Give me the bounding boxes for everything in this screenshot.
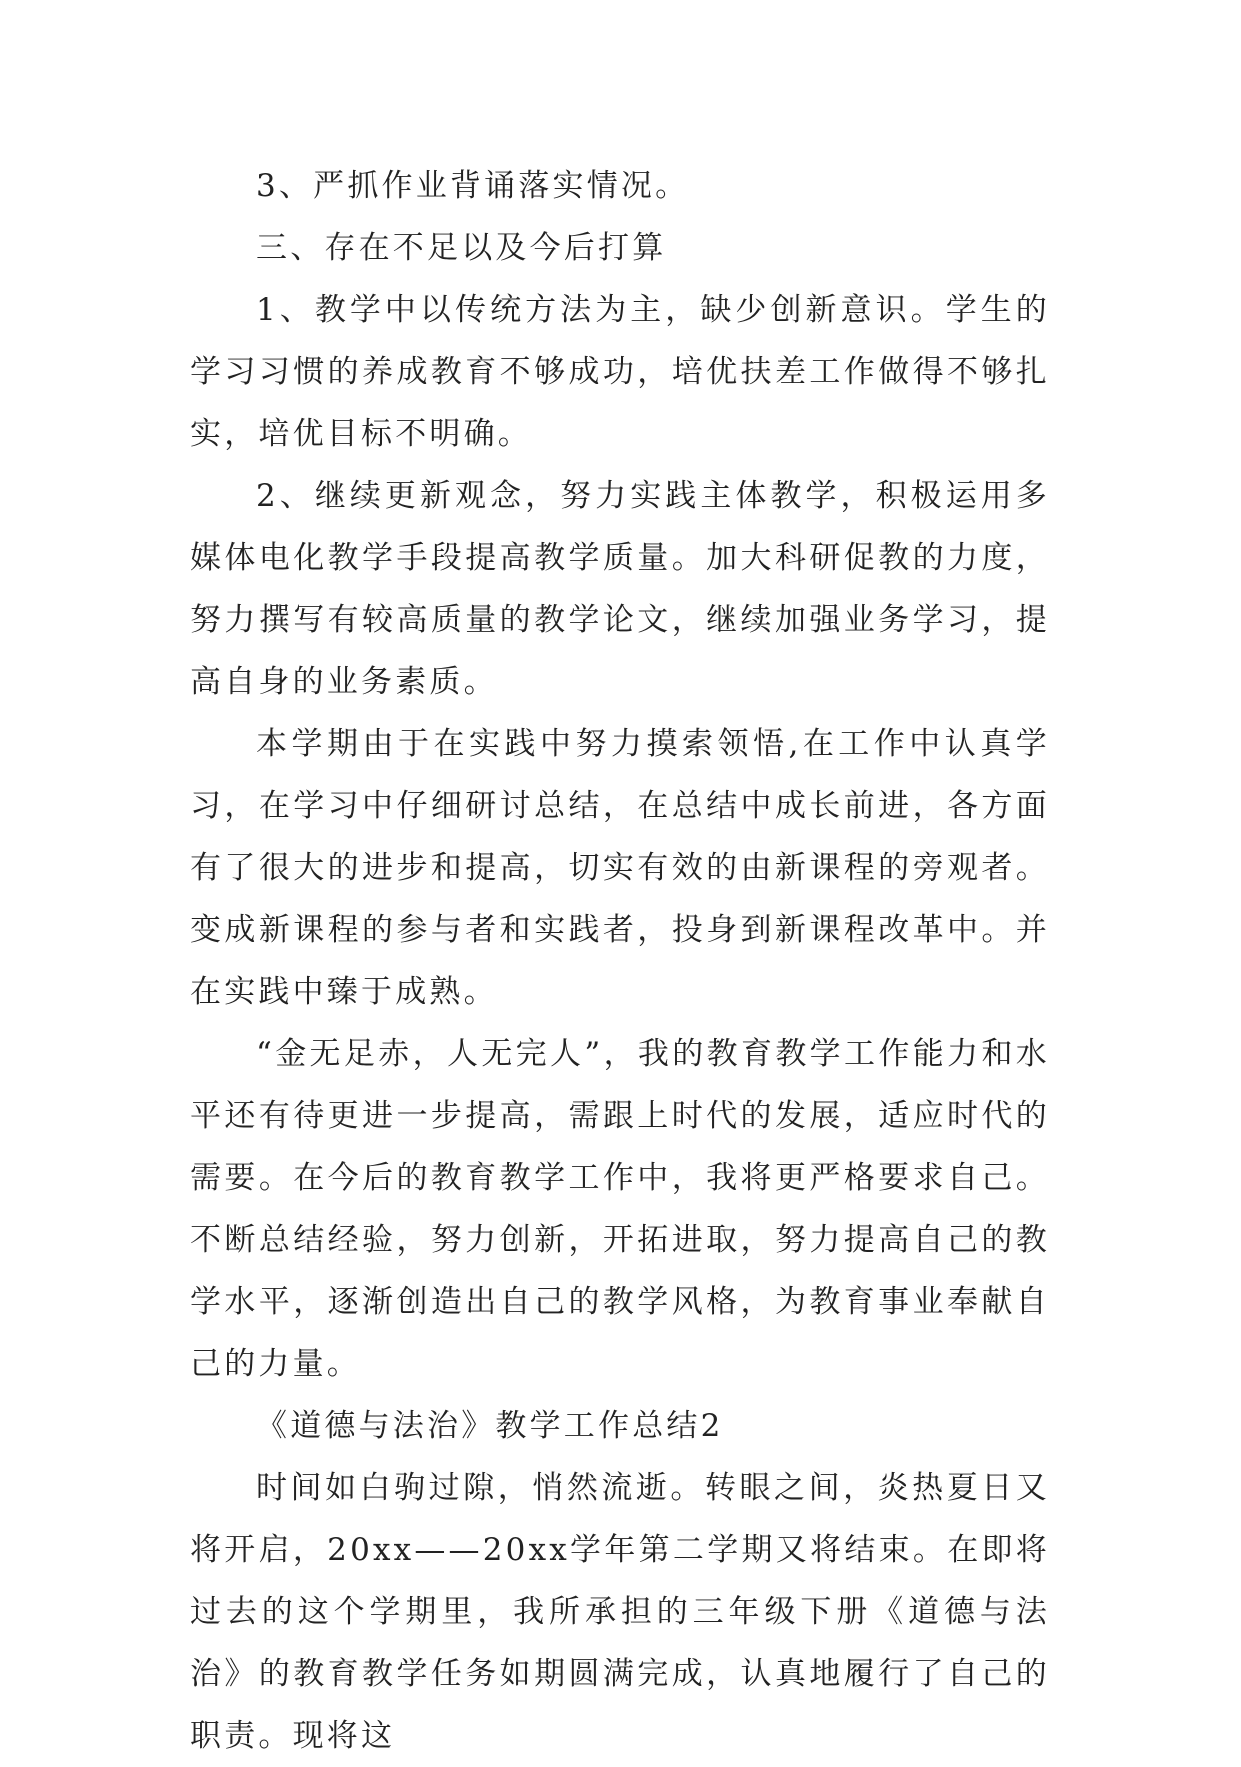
article-title-2: 《道德与法治》教学工作总结2	[256, 1408, 724, 1444]
paragraph-semester-summary: 本学期由于在实践中努力摸索领悟,在工作中认真学习，在学习中仔细研讨总结，在总结中成长前进，各方面有了很大的进步和提高，切实有效的由新课程的旁观者。变成新课程的参与者和实践者，投身到新课程改革中。并在实践中臻于成熟。	[190, 726, 1050, 1010]
paragraph-opening-2: 时间如白驹过隙，悄然流逝。转眼之间，炎热夏日又将开启，20xx——20xx学年第二学期又将结束。在即将过去的这个学期里，我所承担的三年级下册《道德与法治》的教育教学任务如期圆满完成，认真地履行了自己的职责。现将这	[190, 1470, 1050, 1754]
paragraph-self-improvement: “金无足赤，人无完人”，我的教育教学工作能力和水平还有待更进一步提高，需跟上时代的发展，适应时代的需要。在今后的教育教学工作中，我将更严格要求自己。不断总结经验，努力创新，开拓进取，努力提高自己的教学水平，逐渐创造出自己的教学风格，为教育事业奉献自己的力量。	[190, 1036, 1050, 1382]
paragraph-homework-check: 3、严抓作业背诵落实情况。	[256, 168, 690, 204]
section-heading-shortcomings: 三、存在不足以及今后打算	[256, 230, 667, 266]
document-body	[190, 155, 1050, 1767]
paragraph-plan-2: 2、继续更新观念，努力实践主体教学，积极运用多媒体电化教学手段提高教学质量。加大科研促教的力度，努力撰写有较高质量的教学论文，继续加强业务学习，提高自身的业务素质。	[190, 478, 1050, 700]
paragraph-shortcoming-1: 1、教学中以传统方法为主，缺少创新意识。学生的学习习惯的养成教育不够成功，培优扶差工作做得不够扎实，培优目标不明确。	[190, 292, 1050, 452]
